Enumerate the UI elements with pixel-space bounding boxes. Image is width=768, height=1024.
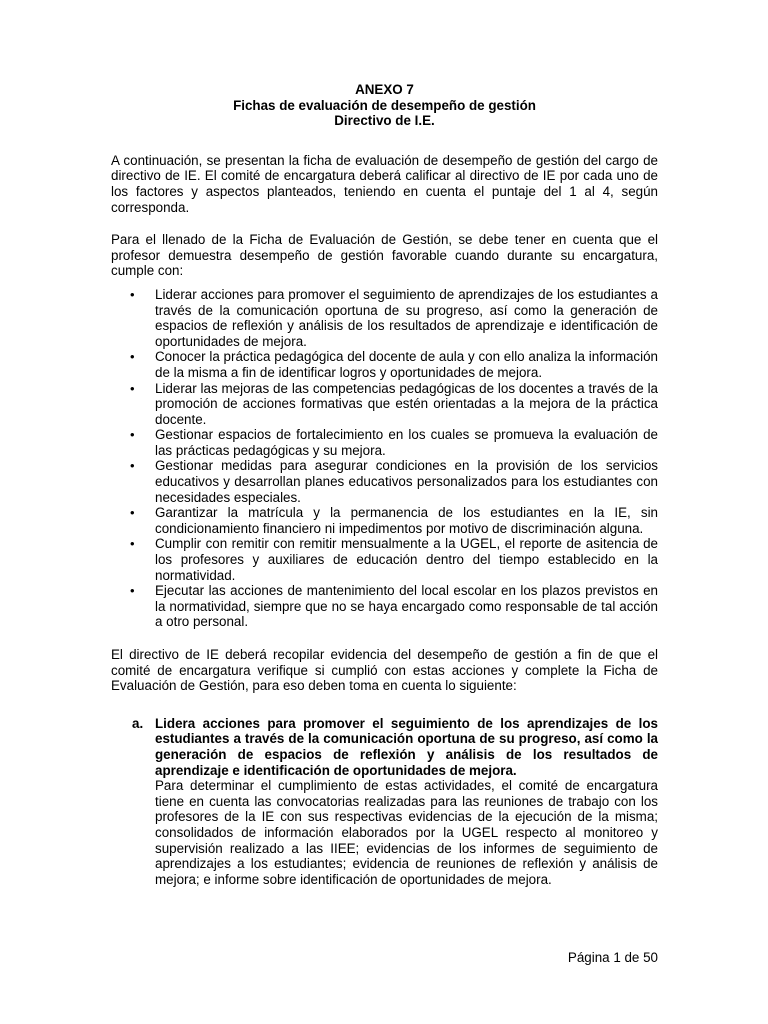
bullet-icon: • bbox=[130, 583, 135, 599]
list-item bbox=[111, 381, 658, 428]
list-item-text: Gestionar medidas para asegurar condiciones en la provisión de los servicios educativos y desarrollan planes educativos personalizados para los estudiantes con necesidades especiales. bbox=[155, 458, 658, 505]
list-item-text: Ejecutar las acciones de mantenimiento del local escolar en los plazos previstos en la normatividad, siempre que no se haya encargado como responsable de tal acción a otro personal. bbox=[155, 583, 658, 630]
requirements-list bbox=[111, 287, 658, 630]
list-item-text: Liderar las mejoras de las competencias pedagógicas de los docentes a través de la promoción de acciones formativas que estén orientadas a la mejora de la práctica docente. bbox=[155, 380, 658, 427]
criteria-letter: a. bbox=[132, 715, 144, 731]
list-item bbox=[111, 505, 658, 536]
bullet-icon: • bbox=[130, 536, 135, 552]
criteria-body: Para determinar el cumplimiento de estas actividades, el comité de encargatura tiene en cuenta las convocatorias realizadas para las reuniones de trabajo con los profesores de la IE con sus respectivas evidencias de la ejecución de la misma; consolidados de información elaborados por la UGEL respecto al monitoreo y supervisión realizado a las IIEE; evidencias de los informes de seguimiento de aprendizajes a los estudiantes; evidencia de reuniones de reflexión y análisis de mejora; e informe sobre identificación de oportunidades de mejora. bbox=[155, 778, 658, 887]
document-subtitle: Directivo de I.E. bbox=[334, 113, 435, 129]
list-item-text: Conocer la práctica pedagógica del docente de aula y con ello analiza la información de la misma a fin de identificar logros y oportunidades de mejora. bbox=[155, 349, 658, 380]
document-header bbox=[111, 82, 658, 129]
list-item-text: Gestionar espacios de fortalecimiento en los cuales se promueva la evaluación de las prácticas pedagógicas y su mejora. bbox=[155, 427, 658, 458]
annex-label: ANEXO 7 bbox=[355, 82, 414, 97]
bullet-icon: • bbox=[130, 505, 135, 521]
bullet-icon: • bbox=[130, 286, 135, 302]
list-item bbox=[111, 458, 658, 505]
bullet-icon: • bbox=[130, 380, 135, 396]
evidence-criteria-list bbox=[111, 716, 658, 888]
list-item bbox=[111, 536, 658, 583]
list-item bbox=[111, 427, 658, 458]
list-item bbox=[111, 287, 658, 349]
list-item-text: Liderar acciones para promover el seguimiento de aprendizajes de los estudiantes a través de la comunicación oportuna de su progreso, así como la generación de espacios de reflexión y análisis de los resultados de aprendizaje e identificación de oportunidades de mejora. bbox=[155, 286, 658, 349]
bullet-icon: • bbox=[130, 458, 135, 474]
evidence-paragraph: El directivo de IE deberá recopilar evidencia del desempeño de gestión a fin de que el comité de encargatura verifique si cumplió con estas acciones y complete la Ficha de Evaluación de Gestión, para eso deben toma en cuenta lo siguiente: bbox=[111, 647, 658, 694]
intro-paragraph: A continuación, se presentan la ficha de evaluación de desempeño de gestión del cargo de directivo de IE. El comité de encargatura deberá calificar al directivo de IE por cada uno de los factores y aspectos planteados, teniendo en cuenta el puntaje del 1 al 4, según corresponda. bbox=[111, 152, 658, 215]
document-title: Fichas de evaluación de desempeño de gestión bbox=[233, 97, 536, 113]
document-page bbox=[111, 82, 658, 887]
list-item bbox=[111, 349, 658, 380]
page-number: Página 1 de 50 bbox=[567, 950, 658, 965]
bullet-icon: • bbox=[130, 349, 135, 365]
list-item-text: Garantizar la matrícula y la permanencia de los estudiantes en la IE, sin condicionamiento financiero ni impedimentos por motivo de discriminación alguna. bbox=[155, 505, 658, 536]
criteria-title: Lidera acciones para promover el seguimiento de los aprendizajes de los estudiantes a través de la comunicación oportuna de su progreso, así como la generación de espacios de reflexión y análisis de los resultados de aprendizaje e identificación de oportunidades de mejora. bbox=[155, 715, 658, 778]
criteria-item bbox=[111, 716, 658, 888]
bullet-icon: • bbox=[130, 427, 135, 443]
list-item-text: Cumplir con remitir con remitir mensualmente a la UGEL, el reporte de asitencia de los profesores y auxiliares de educación dentro del tiempo establecido en la normatividad. bbox=[155, 536, 658, 583]
list-item bbox=[111, 583, 658, 630]
instructions-paragraph: Para el llenado de la Ficha de Evaluación de Gestión, se debe tener en cuenta que el profesor demuestra desempeño de gestión favorable cuando durante su encargatura, cumple con: bbox=[111, 232, 658, 279]
